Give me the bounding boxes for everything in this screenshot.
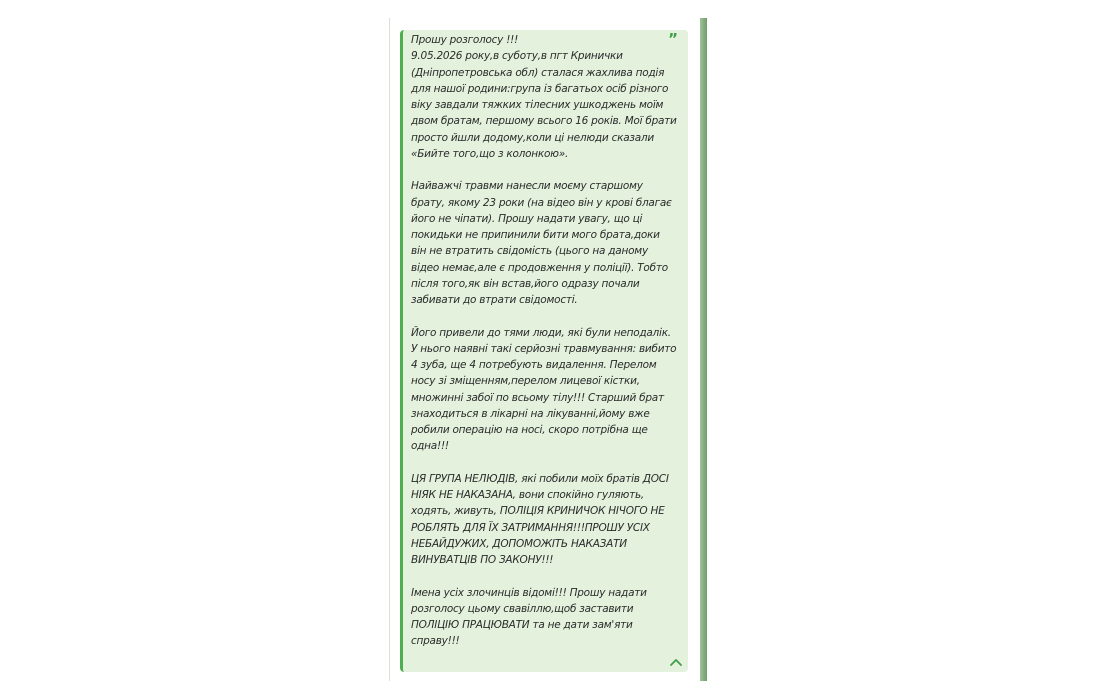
quote-icon: ” <box>668 30 678 48</box>
scrollbar-rail[interactable] <box>700 18 707 681</box>
chat-panel <box>389 18 708 681</box>
quoted-message-card[interactable] <box>400 30 688 672</box>
message-text: Прошу розголосу !!! 9.05.2026 року,в суботу,в пгт Кринички (Дніпропетровська обл) сталася жахлива подія для нашої родини:група із багатьох осіб різного віку завдали тяжких тілесних ушкоджень моїм двом братам, першому всього 16 років. Мої брати просто йшли додому,коли ці нелюди сказали «Бийте того,що з колонкою». Найважчі травми нанесли моєму старшому брату, якому 23 роки (на відео він у крові благає його не чіпати). Прошу надати увагу, що ці покидьки не припинили бити мого брата,доки він не втратить свідомість (цього на даному відео немає,але є продовження у поліції). Тобто після того,як він встав,його одразу почали забивати до втрати свідомості. Його привели до тями люди, які були неподалік. У нього наявні такі серйозні травмування: вибито 4 зуба, ще 4 потребують видалення. Перелом носу зі зміщенням,перелом лицевої кістки, множинні забої по всьому тілу!!! Старший брат знаходиться в лікарні на лікуванні,йому вже робили операцію на носі, скоро потрібна ще одна!!! ЦЯ ГРУПА НЕЛЮДІВ, які побили моїх братів ДОСІ НІЯК НЕ НАКАЗАНА, вони спокійно гуляють, ходять, живуть, ПОЛІЦІЯ КРИНИЧОК НІЧОГО НЕ РОБЛЯТЬ ДЛЯ ЇХ ЗАТРИМАННЯ!!!ПРОШУ УСІХ НЕБАЙДУЖИХ, ДОПОМОЖІТЬ НАКАЗАТИ ВИНУВАТЦІВ ПО ЗАКОНУ!!! Імена усіх злочинців відомі!!! Прошу надати розголосу цьому свавіллю,щоб заставити ПОЛІЦІЮ ПРАЦЮВАТИ та не дати зам'яти справу!!! <box>411 34 677 648</box>
chevron-up-icon[interactable] <box>669 656 683 668</box>
